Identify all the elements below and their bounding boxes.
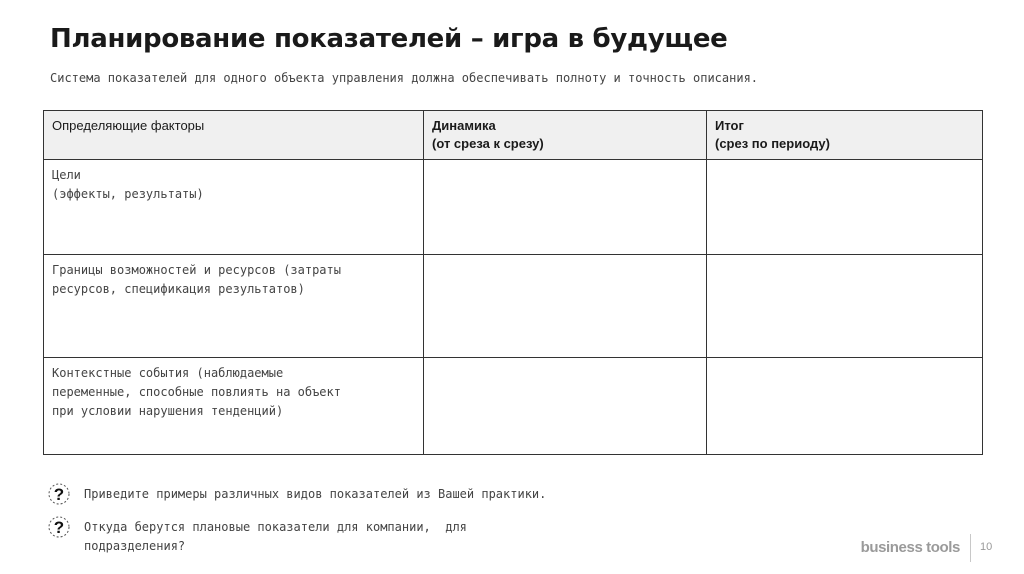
header-dynamics-sublabel: (от среза к срезу)	[432, 136, 544, 151]
svg-text:?: ?	[53, 518, 65, 537]
factor-text: при условии нарушения тенденций)	[52, 404, 284, 418]
question-item	[48, 518, 467, 556]
header-result	[707, 111, 983, 160]
table-header-row	[44, 111, 983, 160]
header-dynamics-label: Динамика	[432, 118, 496, 133]
header-factors-label: Определяющие факторы	[52, 118, 205, 133]
slide-subtitle: Система показателей для одного объекта управления должна обеспечивать полноту и точность описания.	[50, 71, 759, 85]
dynamics-cell	[424, 160, 707, 255]
factor-cell	[44, 160, 424, 255]
question-icon	[48, 483, 70, 505]
factor-text: Границы возможностей и ресурсов (затраты	[52, 263, 341, 277]
footer-divider	[970, 534, 971, 562]
question-text: Откуда берутся плановые показатели для компании, для	[84, 520, 467, 534]
header-result-label: Итог	[715, 118, 744, 133]
question-icon	[48, 516, 70, 538]
dynamics-cell	[424, 255, 707, 358]
factor-text: Цели	[52, 168, 81, 182]
table-row	[44, 255, 983, 358]
result-cell	[707, 255, 983, 358]
table-row	[44, 358, 983, 455]
table-row	[44, 160, 983, 255]
factor-text: Контекстные события (наблюдаемые	[52, 366, 284, 380]
page-number: 10	[980, 541, 993, 553]
question-item	[48, 485, 546, 505]
svg-text:?: ?	[53, 485, 65, 504]
factor-text: (эффекты, результаты)	[52, 187, 204, 201]
brand-logo: business tools	[860, 539, 960, 556]
question-text: подразделения?	[84, 539, 186, 553]
factor-cell	[44, 358, 424, 455]
factor-text: ресурсов, спецификация результатов)	[52, 282, 305, 296]
header-dynamics	[424, 111, 707, 160]
dynamics-cell	[424, 358, 707, 455]
slide-title: Планирование показателей – игра в будущее	[50, 24, 728, 54]
factor-text: переменные, способные повлиять на объект	[52, 385, 341, 399]
result-cell	[707, 160, 983, 255]
result-cell	[707, 358, 983, 455]
header-factors	[44, 111, 424, 160]
header-result-sublabel: (срез по периоду)	[715, 136, 830, 151]
factors-table	[43, 110, 983, 455]
factor-cell	[44, 255, 424, 358]
question-text: Приведите примеры различных видов показателей из Вашей практики.	[84, 487, 547, 501]
